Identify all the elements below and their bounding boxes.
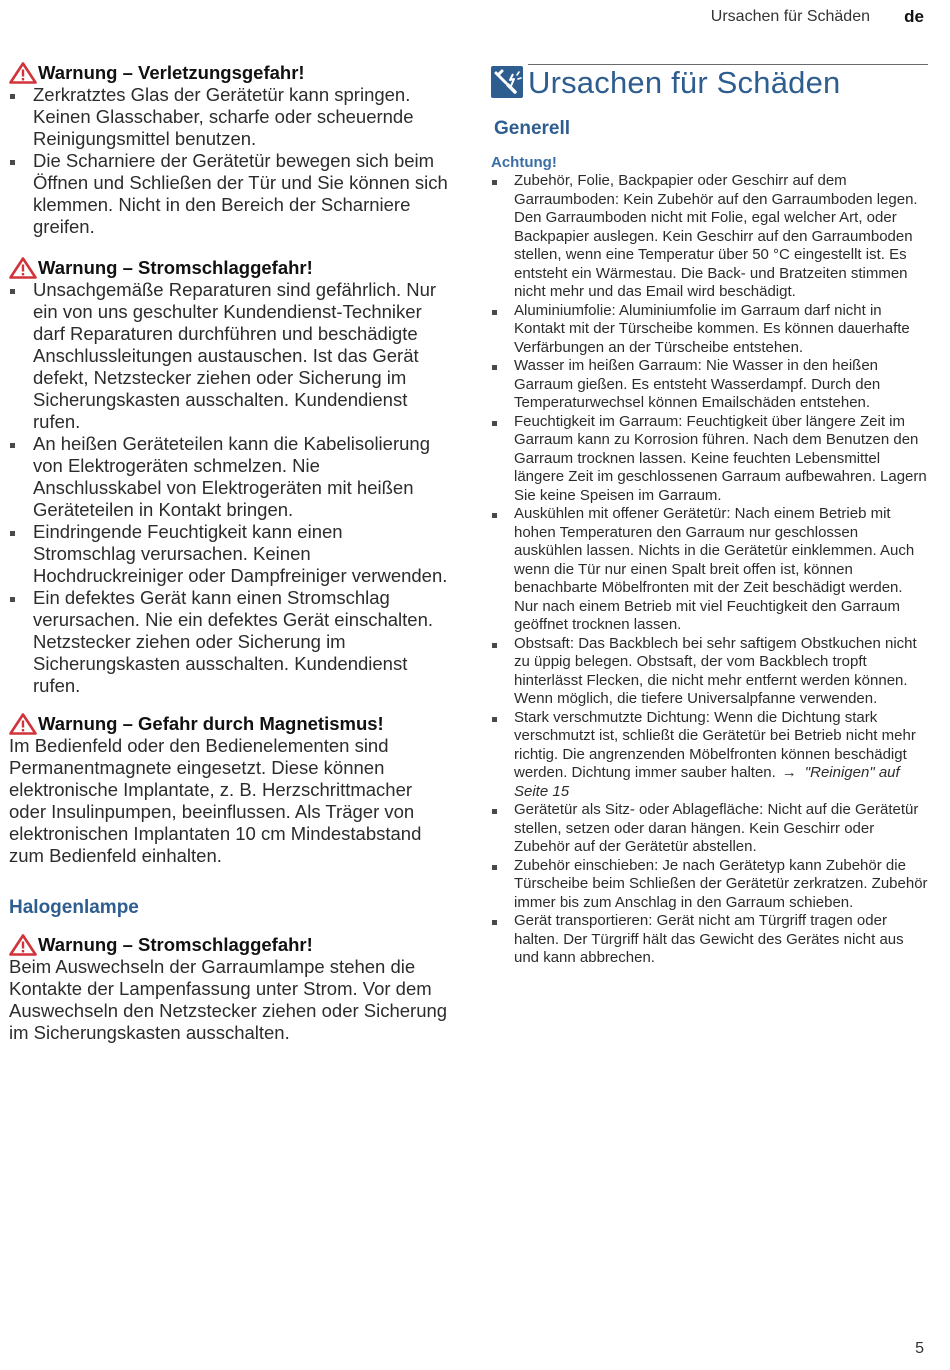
cross-reference-link[interactable]: "Reinigen" auf Seite 15: [514, 764, 900, 800]
warning-title: Warnung – Verletzungsgefahr!: [9, 62, 449, 84]
warning-title: Warnung – Gefahr durch Magnetismus!: [9, 713, 449, 735]
arrow-right-icon: →: [781, 764, 797, 781]
warning-triangle-icon: [9, 713, 37, 735]
list-item: Zubehör, Folie, Backpapier oder Geschirr auf dem Garraumboden: Kein Zubehör auf den Garraumboden legen. Den Garraumboden nicht mit Folie, egal welcher Art, oder Backpapier auslegen. Kein Geschirr auf den Garraumboden stellen, wenn eine Temperatur über 50 °C eingestellt ist. Es entsteht ein Wärmestau. Die Back- und Bratzeiten stimmen nicht mehr und das Email wird beschädigt.: [491, 172, 928, 302]
left-column: [9, 62, 449, 1044]
section-heading-generell: Generell: [494, 118, 571, 139]
section-title-row: [491, 62, 928, 106]
tools-icon: [491, 66, 523, 98]
caution-label: Achtung!: [491, 154, 557, 171]
warning-title: Warnung – Stromschlaggefahr!: [9, 257, 449, 279]
list-item: Stark verschmutzte Dichtung: Wenn die Dichtung stark verschmutzt ist, schließt die Gerätetür bei Betrieb nicht mehr richtig. Die angrenzenden Möbelfronten können beschädigt werden. Dichtung immer sauber halten. → "Reinigen" auf Seite 15: [491, 709, 928, 802]
header-language: de: [904, 7, 924, 26]
warning-injury-block: [9, 62, 449, 238]
header-section-title: Ursachen für Schäden: [710, 8, 870, 25]
page-number: 5: [915, 1340, 924, 1357]
list-item: Wasser im heißen Garraum: Nie Wasser in den heißen Garraum gießen. Es entsteht Wasserdampf. Durch den Temperaturwechsel können Emailschäden entstehen.: [491, 357, 928, 413]
warning-list: [9, 84, 449, 238]
warning-halogen-block: [9, 934, 449, 1044]
right-column: [491, 62, 928, 968]
list-item: Zubehör einschieben: Je nach Gerätetyp kann Zubehör die Türscheibe beim Schließen der Gerätetür zerkratzen. Zubehör immer bis zum Anschlag in den Garraum schieben.: [491, 857, 928, 913]
warning-triangle-icon: [9, 934, 37, 956]
list-item: Aluminiumfolie: Aluminiumfolie im Garraum darf nicht in Kontakt mit der Türscheibe kommen. Es können dauerhafte Verfärbungen an der Türscheibe entstehen.: [491, 302, 928, 358]
list-item: Eindringende Feuchtigkeit kann einen Stromschlag verursachen. Keinen Hochdruckreiniger oder Dampfreiniger verwenden.: [9, 521, 449, 587]
warning-text: Beim Auswechseln der Garraumlampe stehen die Kontakte der Lampenfassung unter Strom. Vor dem Auswechseln den Netzstecker ziehen oder Sicherung im Sicherungskasten ausschalten.: [9, 956, 448, 1043]
warning-triangle-icon: [9, 257, 37, 279]
section-heading-halogen: Halogenlampe: [9, 897, 139, 918]
list-item: Auskühlen mit offener Gerätetür: Nach einem Betrieb mit hohen Temperaturen den Garraum nur geschlossen auskühlen lassen. Nichts in die Gerätetür einklemmen. Auch wenn die Tür nur einen Spalt breit offen ist, können benachbarte Möbelfronten mit der Zeit beschädigt werden. Nur nach einem Betrieb mit viel Feuchtigkeit den Garraum geöffnet trocknen lassen.: [491, 505, 928, 635]
warning-triangle-icon: [9, 62, 37, 84]
list-item: Zerkratztes Glas der Gerätetür kann springen. Keinen Glasschaber, scharfe oder scheuernde Reinigungsmittel benutzen.: [9, 84, 449, 150]
list-item: Gerät transportieren: Gerät nicht am Türgriff tragen oder halten. Der Türgriff hält das Gewicht des Gerätes nicht aus und kann abbrechen.: [491, 912, 928, 968]
list-item: Gerätetür als Sitz- oder Ablagefläche: Nicht auf die Gerätetür stellen, setzen oder daran hängen. Kein Geschirr oder Zubehör auf der Gerätetür abstellen.: [491, 801, 928, 857]
page-header: [0, 8, 950, 30]
warning-text: Im Bedienfeld oder den Bedienelementen sind Permanentmagnete eingesetzt. Diese können elektronische Implantate, z. B. Herzschrittmacher oder Insulinpumpen, beeinflussen. Als Träger von elektronischen Implantaten 10 cm Mindestabstand zum Bedienfeld einhalten.: [9, 735, 422, 866]
warning-magnetism-block: [9, 713, 449, 867]
warning-electric-block: [9, 257, 449, 697]
warning-title: Warnung – Stromschlaggefahr!: [9, 934, 449, 956]
list-item: An heißen Geräteteilen kann die Kabelisolierung von Elektrogeräten schmelzen. Nie Anschlusskabel von Elektrogeräten mit heißen Geräteteilen in Kontakt bringen.: [9, 433, 449, 521]
list-item: Ein defektes Gerät kann einen Stromschlag verursachen. Nie ein defektes Gerät einschalten. Netzstecker ziehen oder Sicherung im Sicherungskasten ausschalten. Kundendienst rufen.: [9, 587, 449, 697]
list-item: Die Scharniere der Gerätetür bewegen sich beim Öffnen und Schließen der Tür und Sie können sich klemmen. Nicht in den Bereich der Scharniere greifen.: [9, 150, 449, 238]
list-item: Unsachgemäße Reparaturen sind gefährlich. Nur ein von uns geschulter Kundendienst-Techniker darf Reparaturen durchführen und beschädigte Anschlussleitungen austauschen. Ist das Gerät defekt, Netzstecker ziehen oder Sicherung im Sicherungskasten ausschalten. Kundendienst rufen.: [9, 279, 449, 433]
list-item: Obstsaft: Das Backblech bei sehr saftigem Obstkuchen nicht zu üppig belegen. Obstsaft, der vom Backblech tropft hinterlässt Flecken, die nicht mehr entfernt werden können. Wenn möglich, die tiefere Universalpfanne verwenden.: [491, 635, 928, 709]
warning-list: [9, 279, 449, 697]
list-item: Feuchtigkeit im Garraum: Feuchtigkeit über längere Zeit im Garraum kann zu Korrosion führen. Nach dem Benutzen den Garraum trocknen lassen. Keine feuchten Lebensmittel längere Zeit im geschlossenen Garraum aufbewahren. Lagern Sie keine Speisen im Garraum.: [491, 413, 928, 506]
page-title: Ursachen für Schäden: [528, 65, 841, 100]
caution-list: [491, 172, 928, 968]
